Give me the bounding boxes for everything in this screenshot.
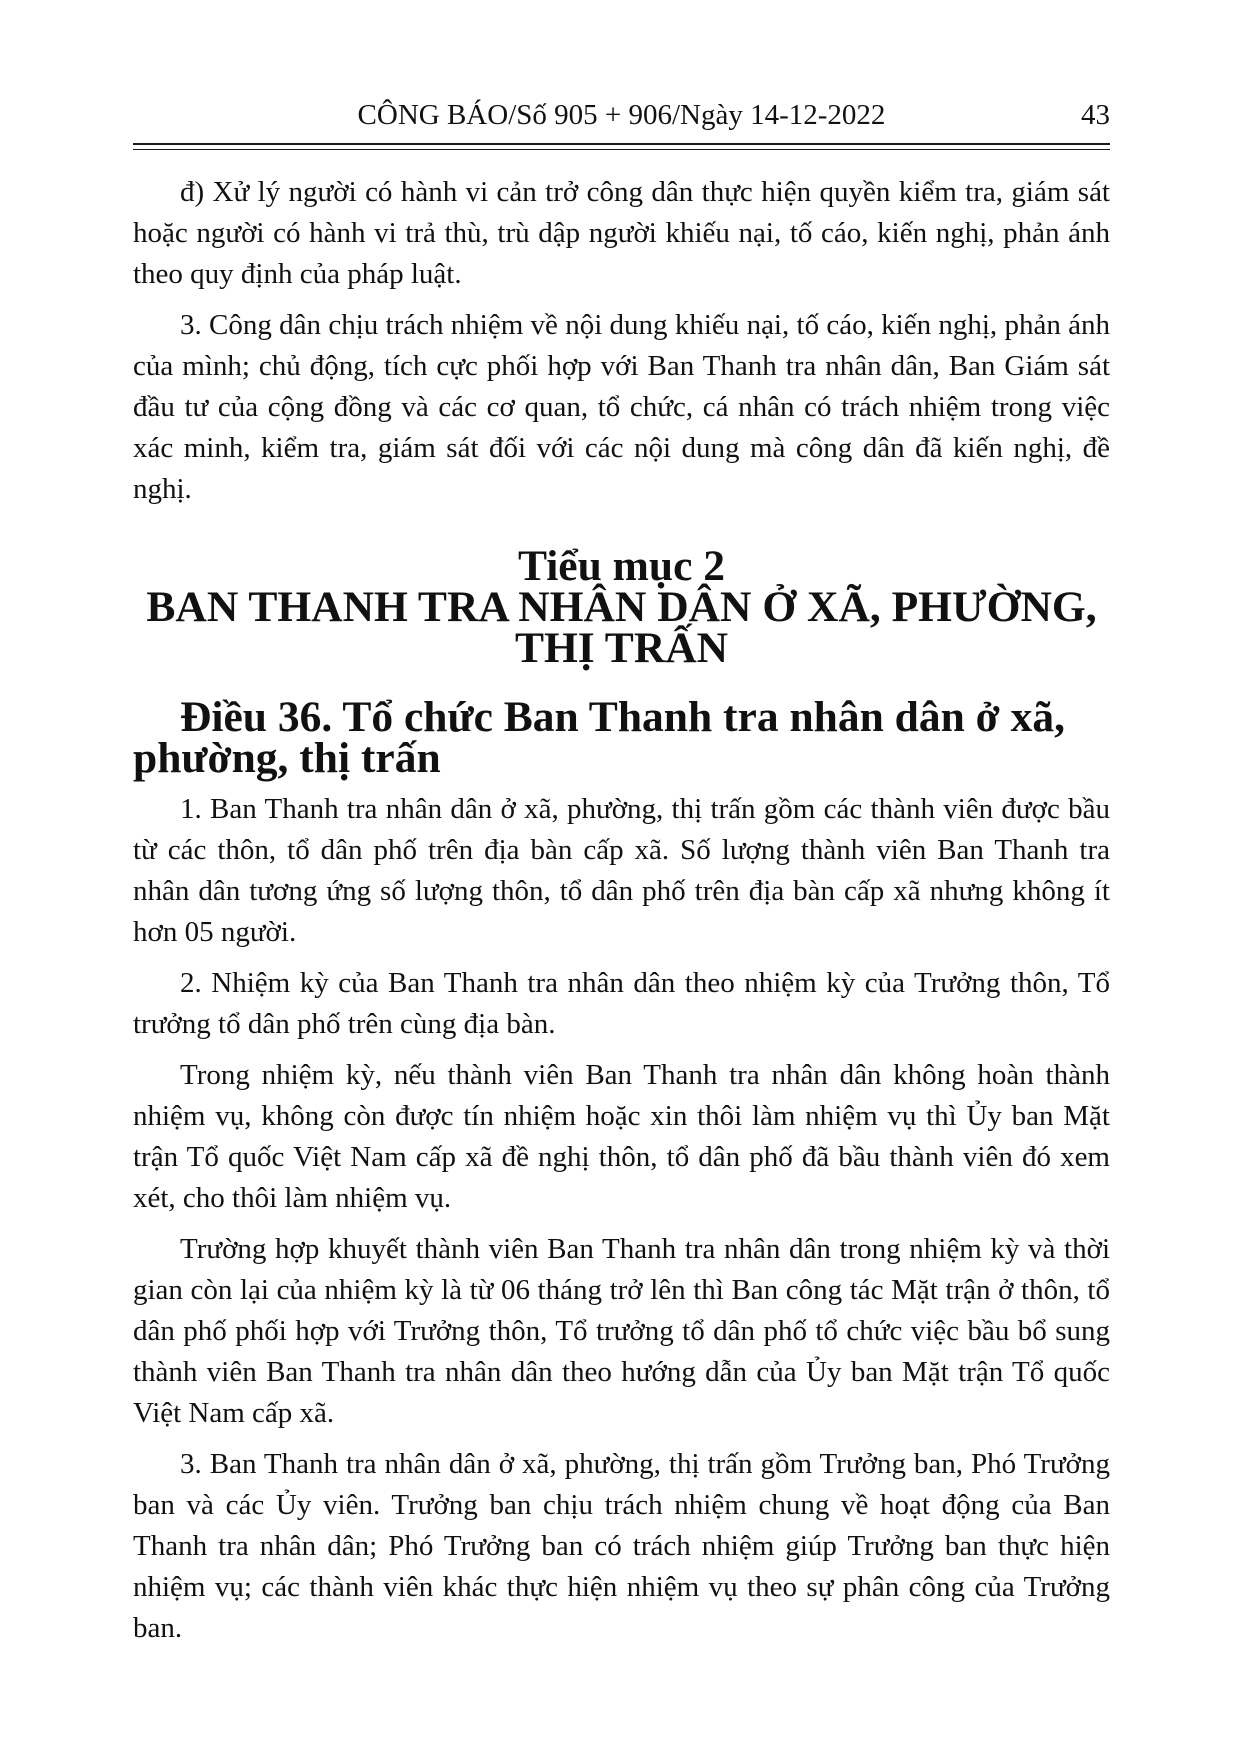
body-paragraph: 1. Ban Thanh tra nhân dân ở xã, phường, thị trấn gồm các thành viên được bầu từ các thôn, tổ dân phố trên địa bàn cấp xã. Số lượng thành viên Ban Thanh tra nhân dân tương ứng số lượng thôn, tổ dân phố trên địa bàn cấp xã nhưng không ít hơn 05 người. [133,793,1110,948]
gazette-header-title: CÔNG BÁO/Số 905 + 906/Ngày 14-12-2022 [357,99,886,131]
page-number: 43 [1081,99,1110,131]
page-header [133,0,1110,150]
header-rule [133,143,1110,150]
body-paragraph: 3. Ban Thanh tra nhân dân ở xã, phường, thị trấn gồm Trưởng ban, Phó Trưởng ban và các Ủy viên. Trưởng ban chịu trách nhiệm chung về hoạt động của Ban Thanh tra nhân dân; Phó Trưởng ban có trách nhiệm giúp Trưởng ban thực hiện nhiệm vụ; các thành viên khác thực hiện nhiệm vụ theo sự phân công của Trưởng ban. [133,1448,1110,1644]
body-paragraph: 2. Nhiệm kỳ của Ban Thanh tra nhân dân theo nhiệm kỳ của Trưởng thôn, Tổ trưởng tổ dân phố trên cùng địa bàn. [133,967,1110,1040]
subsection-title: BAN THANH TRA NHÂN DÂN Ở XÃ, PHƯỜNG, THỊ TRẤN [146,583,1097,672]
page-content [133,0,1110,1659]
subsection-label: Tiểu mục 2 [517,542,726,590]
article-heading: Điều 36. Tổ chức Ban Thanh tra nhân dân ở xã, phường, thị trấn [133,693,1065,782]
body-paragraph: đ) Xử lý người có hành vi cản trở công dân thực hiện quyền kiểm tra, giám sát hoặc người có hành vi trả thù, trù dập người khiếu nại, tố cáo, kiến nghị, phản ánh theo quy định của pháp luật. [133,176,1110,290]
document-body [133,172,1110,1649]
body-paragraph: Trong nhiệm kỳ, nếu thành viên Ban Thanh tra nhân dân không hoàn thành nhiệm vụ, không còn được tín nhiệm hoặc xin thôi làm nhiệm vụ thì Ủy ban Mặt trận Tổ quốc Việt Nam cấp xã đề nghị thôn, tổ dân phố đã bầu thành viên đó xem xét, cho thôi làm nhiệm vụ. [133,1059,1110,1214]
header-line [133,98,1110,132]
body-paragraph: Trường hợp khuyết thành viên Ban Thanh tra nhân dân trong nhiệm kỳ và thời gian còn lại của nhiệm kỳ là từ 06 tháng trở lên thì Ban công tác Mặt trận ở thôn, tổ dân phố phối hợp với Trưởng thôn, Tổ trưởng tổ dân phố tổ chức việc bầu bổ sung thành viên Ban Thanh tra nhân dân theo hướng dẫn của Ủy ban Mặt trận Tổ quốc Việt Nam cấp xã. [133,1233,1110,1429]
body-paragraph: 3. Công dân chịu trách nhiệm về nội dung khiếu nại, tố cáo, kiến nghị, phản ánh của mình; chủ động, tích cực phối hợp với Ban Thanh tra nhân dân, Ban Giám sát đầu tư của cộng đồng và các cơ quan, tổ chức, cá nhân có trách nhiệm trong việc xác minh, kiểm tra, giám sát đối với các nội dung mà công dân đã kiến nghị, đề nghị. [133,309,1110,505]
